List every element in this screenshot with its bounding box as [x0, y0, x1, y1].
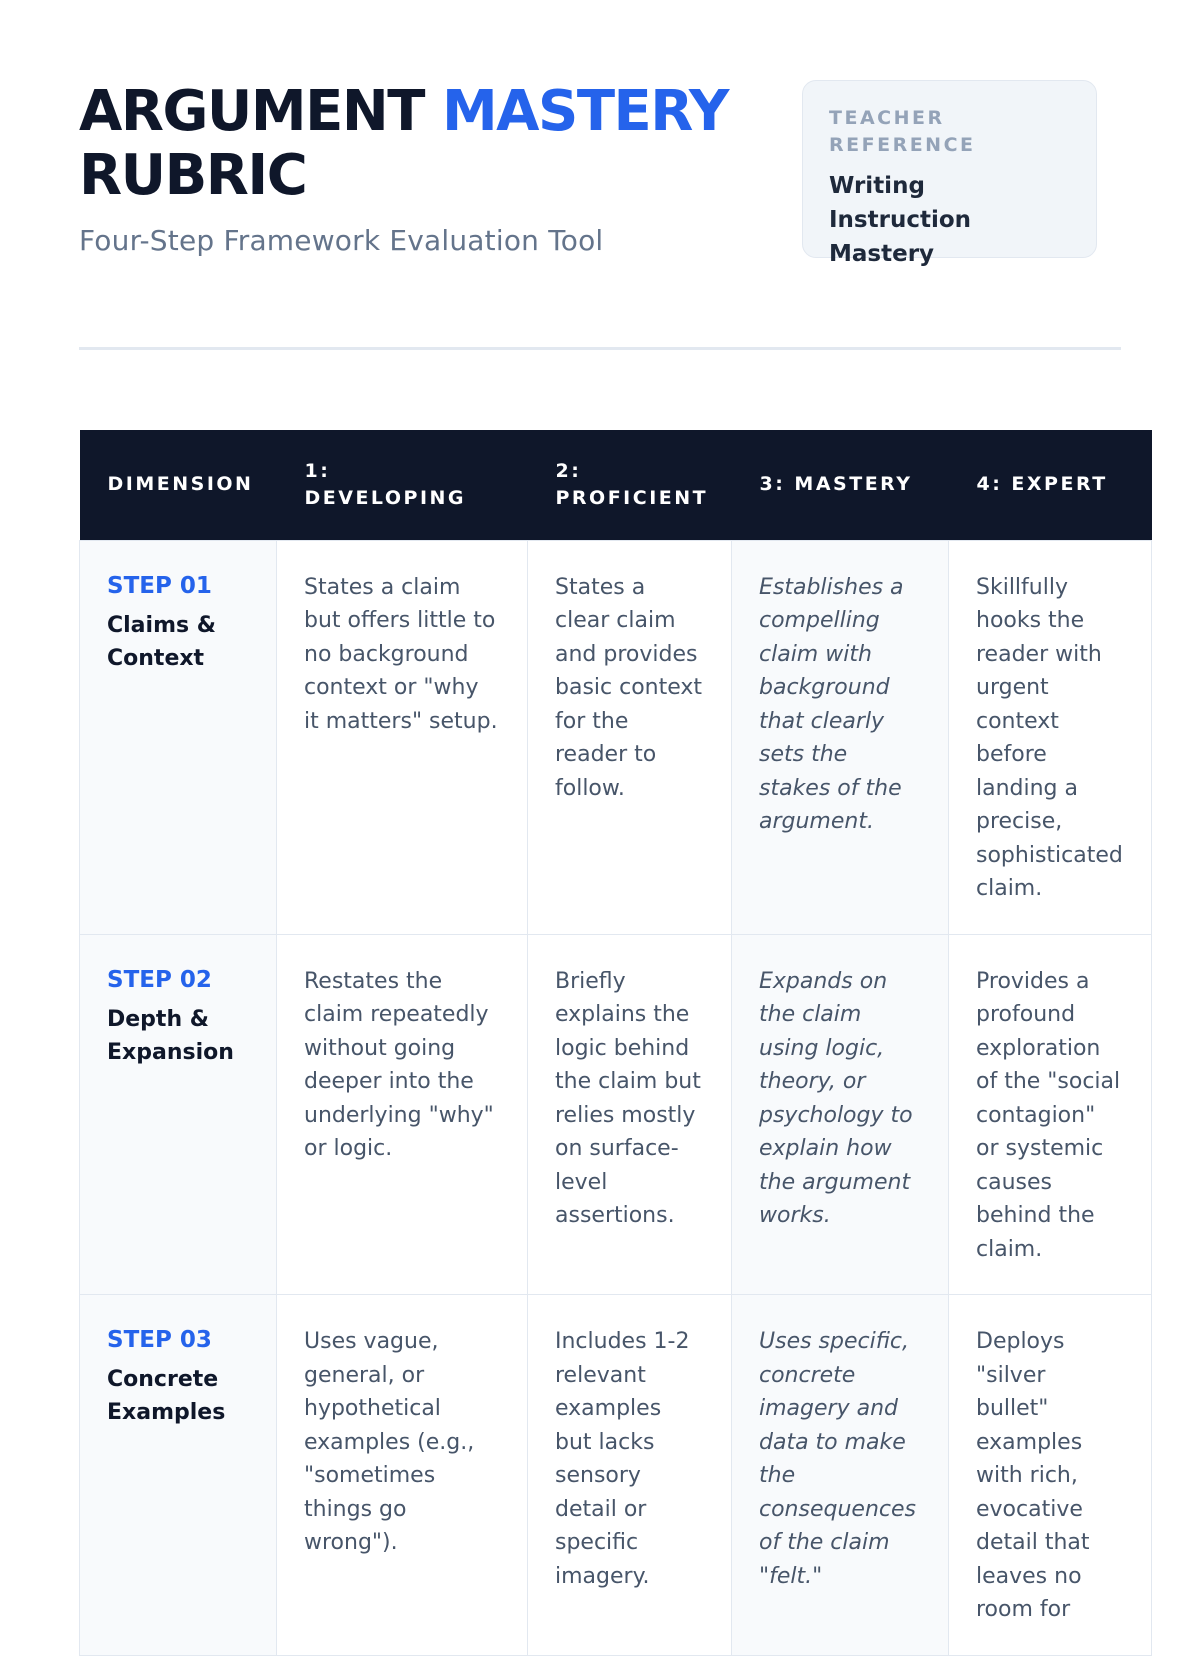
column-header-developing: 1: DEVELOPING	[304, 459, 467, 509]
mastery-cell: Establishes a compelling claim with background that clearly sets the stakes of the argument.	[732, 540, 949, 934]
expert-cell: Skillfully hooks the reader with urgent context before landing a precise, sophisticated claim.	[949, 540, 1152, 934]
expert-cell: Provides a profound exploration of the "social contagion" or systemic causes behind the claim.	[949, 934, 1152, 1295]
column-header-dimension: DIMENSION	[107, 473, 254, 496]
page-subtitle: Four-Step Framework Evaluation Tool	[79, 224, 604, 257]
table-row	[80, 540, 1152, 934]
developing-cell: Uses vague, general, or hypothetical examples (e.g., "sometimes things go wrong").	[277, 1295, 528, 1656]
step-name: Concrete Examples	[107, 1367, 226, 1425]
mastery-cell: Expands on the claim using logic, theory, or psychology to explain how the argument works.	[732, 934, 949, 1295]
header-divider	[79, 347, 1121, 350]
developing-cell: States a claim but offers little to no background context or "why it matters" setup.	[277, 540, 528, 934]
proficient-cell: States a clear claim and provides basic context for the reader to follow.	[528, 540, 732, 934]
page-title	[79, 80, 779, 208]
column-header-expert: 4: EXPERT	[976, 473, 1108, 496]
reference-label: TEACHER REFERENCE	[829, 107, 976, 156]
dimension-cell	[80, 934, 277, 1295]
proficient-cell: Briefly explains the logic behind the claim but relies mostly on surface-level assertions.	[528, 934, 732, 1295]
title-end: RUBRIC	[79, 143, 307, 208]
table-row	[80, 934, 1152, 1295]
table-row	[80, 1295, 1152, 1656]
rubric-table	[79, 430, 1152, 1656]
step-name: Depth & Expansion	[107, 1006, 234, 1065]
step-number: STEP 01	[107, 572, 212, 599]
proficient-cell: Includes 1-2 relevant examples but lacks sensory detail or specific imagery.	[528, 1295, 732, 1656]
mastery-cell: Uses specific, concrete imagery and data to make the consequences of the claim "felt."	[732, 1295, 949, 1656]
title-accent: MASTERY	[441, 79, 728, 144]
reference-card	[802, 80, 1097, 267]
column-header-mastery: 3: MASTERY	[759, 473, 913, 496]
table-header-row	[80, 430, 1152, 540]
step-number: STEP 03	[107, 1327, 212, 1353]
dimension-cell	[80, 540, 277, 934]
developing-cell: Restates the claim repeatedly without going deeper into the underlying "why" or logic.	[277, 934, 528, 1295]
step-name: Claims & Context	[107, 612, 216, 671]
title-main: ARGUMENT	[79, 79, 442, 144]
column-header-proficient: 2: PROFICIENT	[555, 459, 709, 509]
reference-value: Writing Instruction Mastery	[829, 173, 972, 267]
header	[79, 80, 1099, 270]
step-number: STEP 02	[107, 966, 212, 993]
expert-cell: Deploys "silver bullet" examples with rich, evocative detail that leaves no room for	[949, 1295, 1152, 1656]
dimension-cell	[80, 1295, 277, 1656]
